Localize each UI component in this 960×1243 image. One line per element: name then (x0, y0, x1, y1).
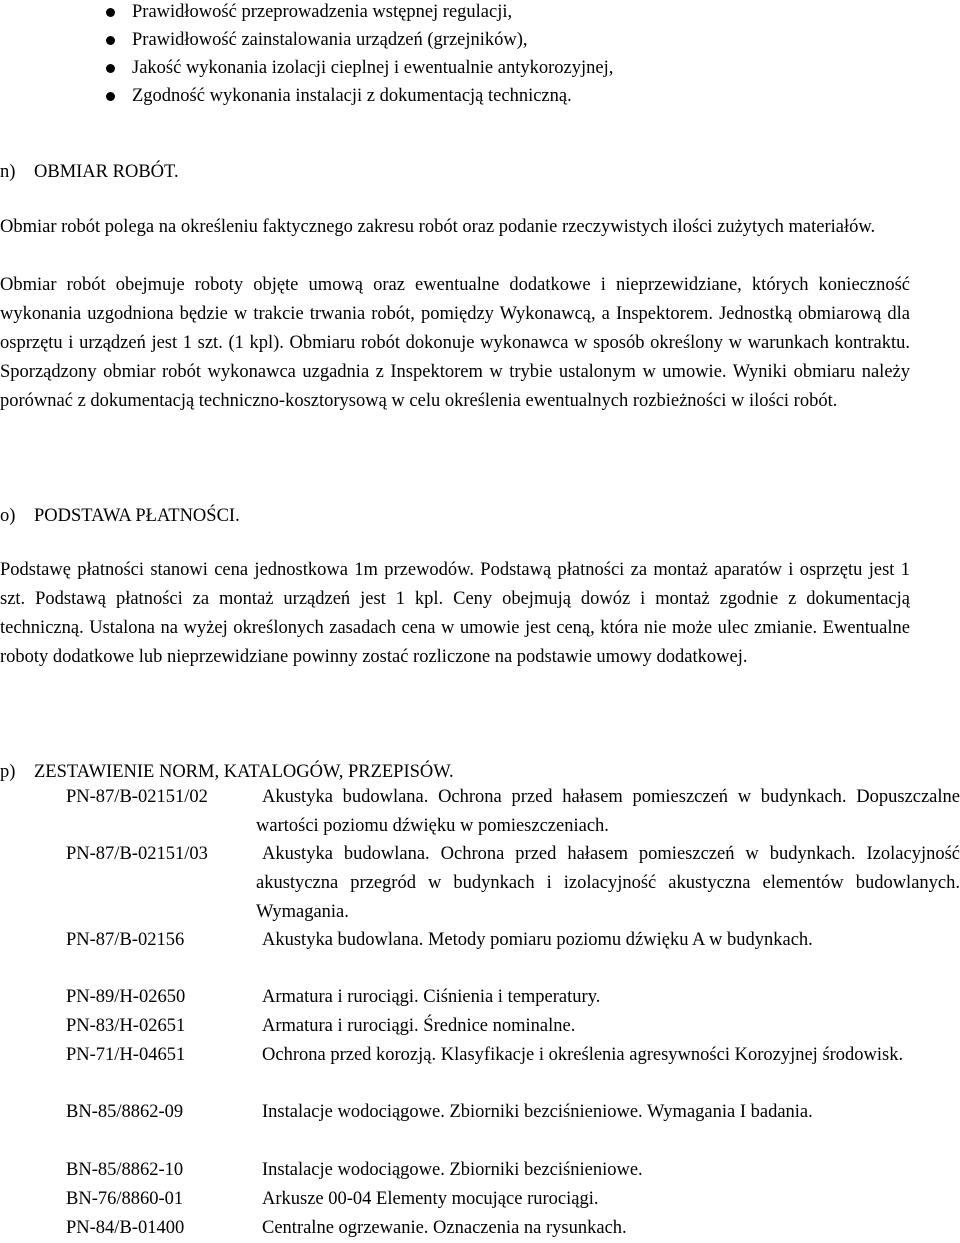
standard-code: PN-83/H-02651 (66, 1016, 186, 1036)
paragraph: Obmiar robót obejmuje roboty objęte umową oraz ewentualne dodatkowe i nieprzewidziane, których konieczność wykonania uzgodniona będzie w trakcie trwania robót, pomiędzy Wykonawcą, a Inspektorem. Jednostką obmiarową dla osprzętu i urządzeń jest 1 szt. (1 kpl). Obmiaru robót dokonuje wykonawca w sposób określony w warunkach kontraktu. Sporządzony obmiar robót wykonawca uzgadnia z Inspektorem w trybie ustalonym w umowie. Wyniki obmiaru należy porównać z dokumentacją techniczno-kosztorysową w celu określenia ewentualnych rozbieżności w ilości robót. (0, 275, 910, 411)
standard-code: PN-87/B-02151/02 (66, 787, 208, 807)
standard-code: PN-71/H-04651 (66, 1045, 186, 1065)
standard-code: PN-87/B-02156 (66, 930, 185, 950)
section-letter: p) (0, 762, 16, 782)
section-title: OBMIAR ROBÓT. (34, 162, 179, 182)
paragraph: Obmiar robót polega na określeniu faktycznego zakresu robót oraz podanie rzeczywistych ilości zużytych materiałów. (0, 217, 876, 237)
standard-description: Centralne ogrzewanie. Oznaczenia na rysunkach. (262, 1218, 627, 1238)
section-letter: n) (0, 162, 16, 182)
list-item-text: Jakość wykonania izolacji cieplnej i ewentualnie antykorozyjnej, (132, 58, 614, 78)
standard-code: BN-85/8862-09 (66, 1102, 184, 1122)
bullet-icon (106, 36, 115, 45)
standard-description: Instalacje wodociągowe. Zbiorniki bezciśnieniowe. (262, 1160, 643, 1180)
standard-description: Ochrona przed korozją. Klasyfikacje i określenia agresywności Korozyjnej środowisk. (262, 1045, 904, 1065)
section-letter: o) (0, 506, 16, 526)
bullet-icon (106, 64, 115, 73)
standard-description: Arkusze 00-04 Elementy mocujące rurociągi. (262, 1189, 599, 1209)
standard-description: Armatura i rurociągi. Średnice nominalne. (262, 1016, 576, 1036)
standard-description: Armatura i rurociągi. Ciśnienia i temperatury. (262, 987, 601, 1007)
list-item-text: Zgodność wykonania instalacji z dokumentacją techniczną. (132, 86, 572, 106)
standard-description: Akustyka budowlana. Ochrona przed hałasem pomieszczeń w budynkach. Dopuszczalne wartości poziomu dźwięku w pomieszczeniach. (256, 787, 960, 836)
standard-code: PN-84/B-01400 (66, 1218, 185, 1238)
standard-description: Akustyka budowlana. Ochrona przed hałasem pomieszczeń w budynkach. Izolacyjność akustyczna przegród w budynkach i izolacyjność akustyczna elementów budowlanych. Wymagania. (256, 844, 960, 922)
standard-code: PN-89/H-02650 (66, 987, 186, 1007)
section-title: PODSTAWA PŁATNOŚCI. (34, 506, 240, 526)
standard-description: Instalacje wodociągowe. Zbiorniki bezciśnieniowe. Wymagania I badania. (262, 1102, 813, 1122)
bullet-icon (106, 8, 115, 17)
bullet-icon (106, 92, 115, 101)
list-item-text: Prawidłowość zainstalowania urządzeń (grzejników), (132, 30, 528, 50)
list-item-text: Prawidłowość przeprowadzenia wstępnej regulacji, (132, 2, 513, 22)
standard-code: PN-87/B-02151/03 (66, 844, 208, 864)
standard-description: Akustyka budowlana. Metody pomiaru poziomu dźwięku A w budynkach. (262, 930, 813, 950)
section-title: ZESTAWIENIE NORM, KATALOGÓW, PRZEPISÓW. (34, 762, 454, 782)
paragraph: Podstawę płatności stanowi cena jednostkowa 1m przewodów. Podstawą płatności za montaż aparatów i osprzętu jest 1 szt. Podstawą płatności za montaż urządzeń jest 1 kpl. Ceny obejmują dowóz i montaż zgodnie z dokumentacją techniczną. Ustalona na wyżej określonych zasadach cena w umowie jest ceną, która nie może ulec zmianie. Ewentualne roboty dodatkowe lub nieprzewidziane powinny zostać rozliczone na podstawie umowy dodatkowej. (0, 560, 910, 667)
standard-code: BN-76/8860-01 (66, 1189, 184, 1209)
standard-code: BN-85/8862-10 (66, 1160, 184, 1180)
